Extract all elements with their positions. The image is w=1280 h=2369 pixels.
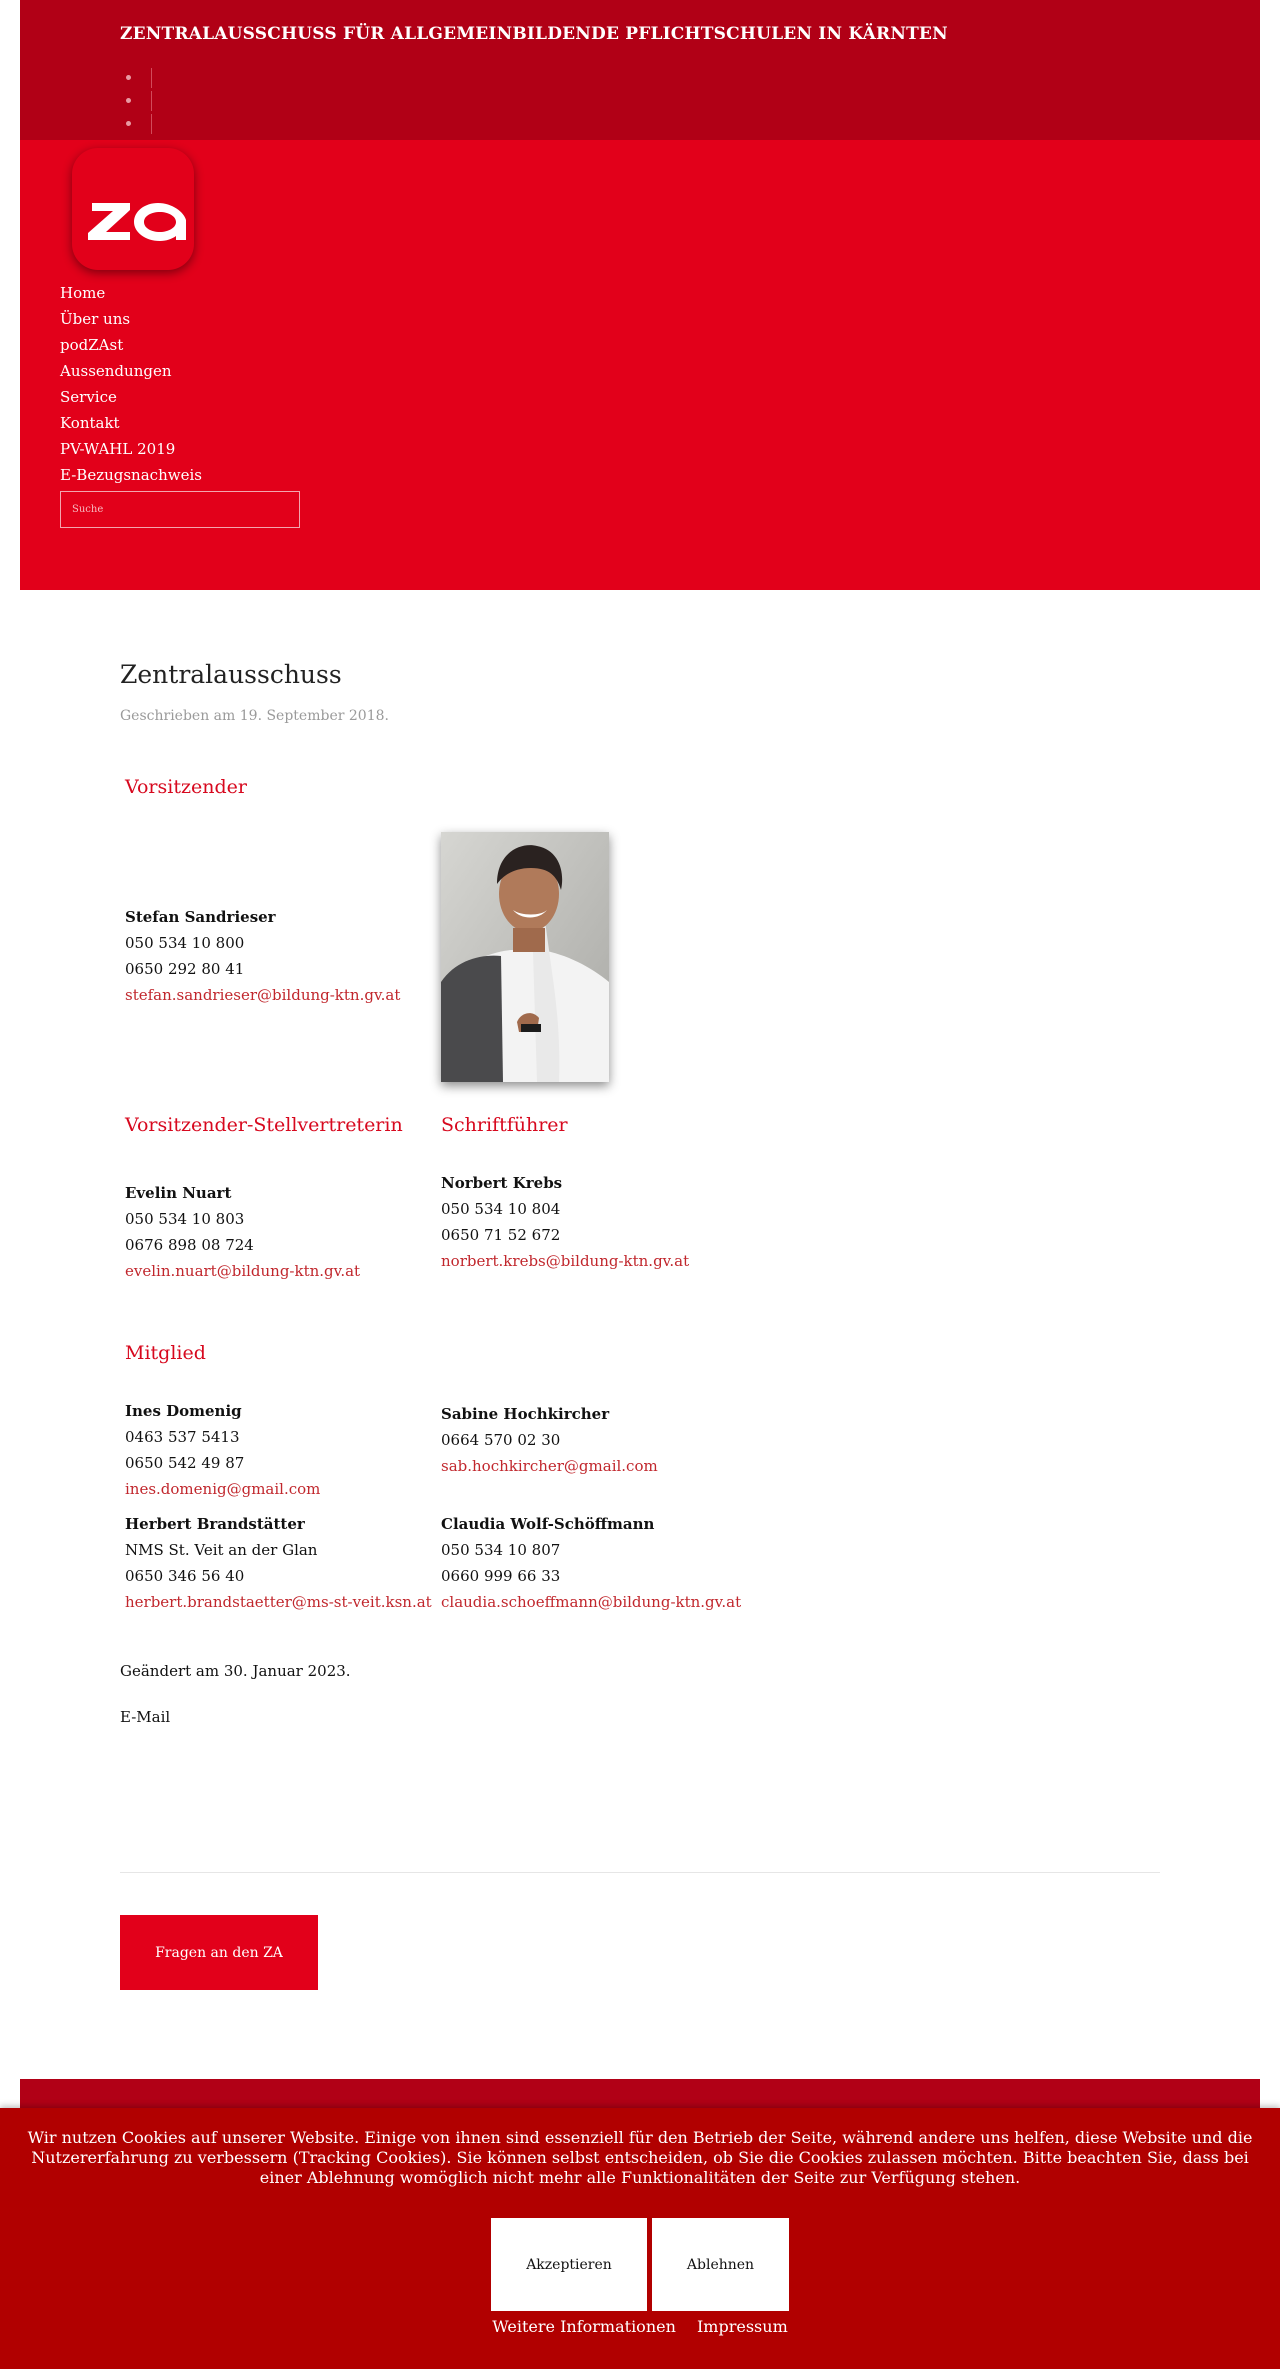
person-phone: 0660 999 66 33: [441, 1567, 561, 1585]
person-chair: [125, 904, 400, 1008]
person-email-link[interactable]: sab.hochkircher@gmail.com: [441, 1457, 658, 1475]
person-email-link[interactable]: herbert.brandstaetter@ms-st-veit.ksn.at: [125, 1593, 432, 1611]
person-name: Evelin Nuart: [125, 1184, 232, 1202]
divider: [120, 1872, 1160, 1873]
person-name: Herbert Brandstätter: [125, 1515, 305, 1533]
nav-item-aussendungen[interactable]: Aussendungen: [60, 362, 172, 380]
section-title-chair: Vorsitzender: [125, 776, 247, 798]
page-title: Zentralausschuss: [120, 660, 342, 689]
person-email-link[interactable]: evelin.nuart@bildung-ktn.gv.at: [125, 1262, 361, 1280]
nav-item-home[interactable]: Home: [60, 284, 106, 302]
person-name: Ines Domenig: [125, 1402, 242, 1420]
person-phone: 0463 537 5413: [125, 1428, 240, 1446]
person-name: Sabine Hochkircher: [441, 1405, 610, 1423]
chair-portrait: [441, 832, 609, 1082]
person-phone: 0650 542 49 87: [125, 1454, 245, 1472]
nav-item-kontakt[interactable]: Kontakt: [60, 414, 120, 432]
person-name: Stefan Sandrieser: [125, 908, 276, 926]
section-title-secretary: Schriftführer: [441, 1114, 568, 1136]
person-email-link[interactable]: norbert.krebs@bildung-ktn.gv.at: [441, 1252, 690, 1270]
person-phone: 050 534 10 800: [125, 934, 245, 952]
nav-item-service[interactable]: Service: [60, 388, 117, 406]
main-nav: [60, 284, 202, 492]
written-date: Geschrieben am 19. September 2018.: [120, 708, 389, 724]
nav-item-ueber-uns[interactable]: Über uns: [60, 310, 131, 328]
person-name: Claudia Wolf-Schöffmann: [441, 1515, 655, 1533]
person-member: [441, 1401, 658, 1479]
person-member: [125, 1511, 432, 1615]
za-logo[interactable]: [72, 148, 194, 270]
person-phone: 0650 292 80 41: [125, 960, 245, 978]
cookie-text: Wir nutzen Cookies auf unserer Website. Einige von ihnen sind essenziell für den Betrieb der Seite, während andere uns helfen, diese Website und die Nutzererfahrung zu verbessern (Tracking Cookies). Sie können selbst entscheiden, ob Sie die Cookies zulassen möchten. Bitte beachten Sie, dass bei einer Ablehnung womöglich nicht mehr alle Funktionalitäten der Seite zur Verfügung stehen.: [27, 2128, 1253, 2187]
person-name: Norbert Krebs: [441, 1174, 563, 1192]
nav-item-podzast[interactable]: podZAst: [60, 336, 124, 354]
site-title: ZENTRALAUSSCHUSS FÜR ALLGEMEINBILDENDE PFLICHTSCHULEN IN KÄRNTEN: [120, 24, 948, 44]
decline-cookies-button[interactable]: Ablehnen: [652, 2218, 789, 2311]
person-email-link[interactable]: stefan.sandrieser@bildung-ktn.gv.at: [125, 986, 401, 1004]
person-phone: 0664 570 02 30: [441, 1431, 561, 1449]
person-phone: 0650 346 56 40: [125, 1567, 245, 1585]
accept-cookies-button[interactable]: Akzeptieren: [491, 2218, 647, 2311]
person-member: [125, 1398, 320, 1502]
top-bar: [20, 0, 1260, 140]
portrait-image: [441, 832, 609, 1082]
section-title-members: Mitglied: [125, 1342, 206, 1364]
imprint-link[interactable]: Impressum: [696, 2317, 788, 2336]
top-menu: [124, 68, 164, 137]
person-phone: 0650 71 52 672: [441, 1226, 561, 1244]
top-menu-item[interactable]: [124, 68, 164, 91]
cookie-links: [0, 2317, 1280, 2336]
za-logo-mark: [72, 148, 194, 270]
person-phone: 050 534 10 804: [441, 1200, 561, 1218]
header: [20, 140, 1260, 590]
search-input[interactable]: [60, 491, 300, 528]
person-deputy: [125, 1180, 360, 1284]
person-phone: 050 534 10 807: [441, 1541, 561, 1559]
top-menu-item[interactable]: [124, 91, 164, 114]
section-title-deputy: Vorsitzender-Stellvertreterin: [125, 1114, 403, 1136]
person-email-link[interactable]: ines.domenig@gmail.com: [125, 1480, 321, 1498]
person-secretary: [441, 1170, 689, 1274]
person-member: [441, 1511, 741, 1615]
nav-item-pv-wahl[interactable]: PV-WAHL 2019: [60, 440, 176, 458]
changed-date: Geändert am 30. Januar 2023.: [120, 1662, 351, 1680]
cookie-banner: [0, 2108, 1280, 2369]
person-email-link[interactable]: claudia.schoeffmann@bildung-ktn.gv.at: [441, 1593, 742, 1611]
nav-item-e-bezugsnachweis[interactable]: E-Bezugsnachweis: [60, 466, 202, 484]
person-phone: 050 534 10 803: [125, 1210, 245, 1228]
page: [20, 0, 1260, 2369]
email-article-link[interactable]: E-Mail: [120, 1708, 171, 1726]
person-phone: 0676 898 08 724: [125, 1236, 254, 1254]
person-school: NMS St. Veit an der Glan: [125, 1541, 318, 1559]
top-menu-item[interactable]: [124, 114, 164, 137]
ask-za-button[interactable]: Fragen an den ZA: [120, 1915, 318, 1990]
more-info-link[interactable]: Weitere Informationen: [492, 2317, 676, 2336]
